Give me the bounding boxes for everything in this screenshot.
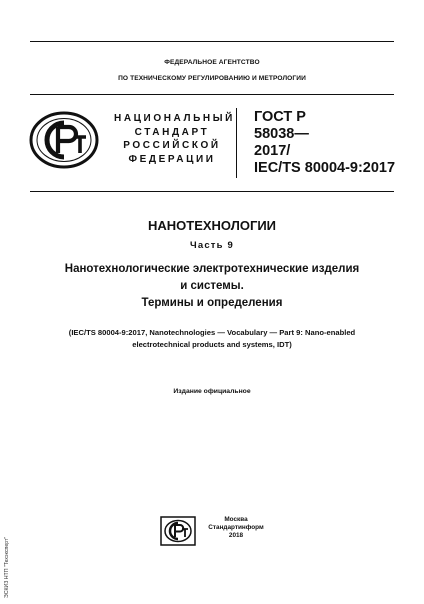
reference-line1: (IEC/TS 80004-9:2017, Nanotechnologies — Vocabulary — Part 9: Nano-enabled [68,328,356,337]
publisher-city: Москва [224,516,248,523]
top-rule [30,41,394,42]
standard-type-line: СТАНДАРТ [134,126,210,138]
agency-name-line2: ПО ТЕХНИЧЕСКОМУ РЕГУЛИРОВАНИЮ И МЕТРОЛОГИИ [118,75,306,82]
subtitle-line2: и системы. [180,280,244,292]
edition-label: Издание официальное [173,388,251,395]
publisher-year: 2018 [228,532,244,539]
standard-number-line: IEC/TS 80004-9:2017 [254,160,396,176]
standard-number-line: ГОСТ Р [254,109,306,125]
standard-type-line: НАЦИОНАЛЬНЫЙ [114,113,235,124]
standard-type [114,112,235,166]
side-note-wrapper [4,536,114,604]
standard-number-line: 58038— [254,126,309,142]
document-title: НАНОТЕХНОЛОГИИ [147,218,277,233]
standard-number-line: 2017/ [254,143,291,159]
header-rule [30,94,394,95]
publisher-logo [160,516,196,546]
side-note: ЭСКИЗ НТП "Техэксперт" [4,536,10,598]
gost-r-logo [28,110,100,170]
standard-number [254,109,395,177]
subtitle-line3: Термины и определения [141,297,283,309]
agency-name-line1: ФЕДЕРАЛЬНОЕ АГЕНТСТВО [164,59,260,66]
publisher-info [206,516,266,540]
standard-type-line: РОССИЙСКОЙ [123,140,221,151]
part-label: Часть 9 [189,240,235,251]
reference-line2: electrotechnical products and systems, IDT) [132,340,292,349]
publisher-name: Стандартинформ [208,524,264,531]
standard-type-line: ФЕДЕРАЦИИ [128,153,216,165]
divider-left [236,108,237,178]
subtitle-line1: Нанотехнологические электротехнические изделия [64,263,360,275]
section-rule [30,191,394,192]
